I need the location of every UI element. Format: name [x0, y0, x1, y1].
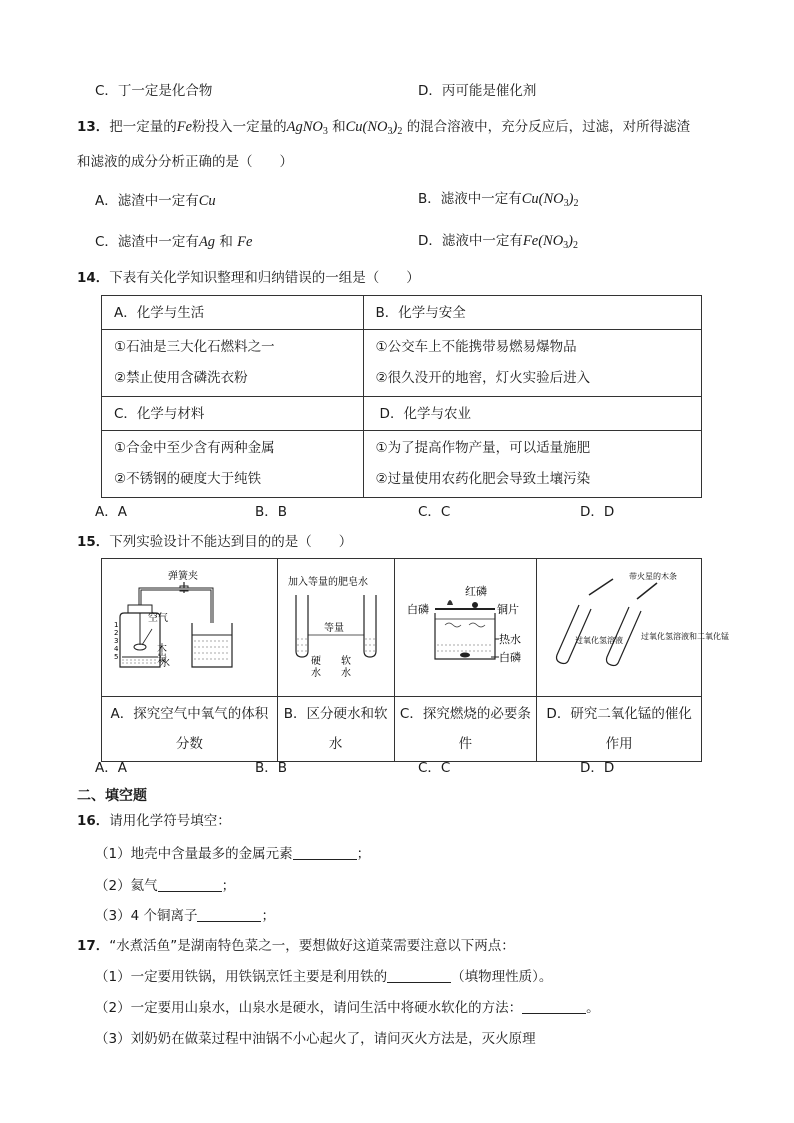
label-soap-water: 加入等量的肥皂水 [287, 577, 368, 588]
q16-item-1 [95, 844, 370, 864]
label-glowing-splint: 带火星的木条 [629, 572, 678, 581]
item-text: ； [356, 846, 371, 862]
caption-a: A．探究空气中氧气的体积分数 [102, 697, 278, 762]
figure-cell [537, 559, 730, 697]
cell-line: ②不锈钢的硬度大于纯铁 [114, 471, 262, 487]
formula-text: ) [568, 191, 574, 207]
option-text: B．滤液中一定有 [418, 191, 522, 207]
q17-text: “水煮活鱼”是湖南特色菜之一，要想做好这道菜需要注意以下两点： [109, 938, 515, 954]
label-white-phosphorus-2: 白磷 [498, 651, 521, 664]
label-air: 空气 [148, 613, 168, 624]
cell-line: ①为了提高作物产量，可以适量施肥 [375, 440, 591, 456]
item-text: （1）地壳中含量最多的金属元素 [95, 846, 293, 862]
item-text: ； [221, 878, 236, 894]
cell-line: ①合金中至少含有两种金属 [114, 440, 275, 456]
item-text: （3）4 个铜离子 [95, 908, 198, 924]
q16-text: 请用化学符号填空： [109, 813, 231, 829]
formula-ag: Ag [198, 234, 216, 250]
item-text: （2）氦气 [95, 878, 158, 894]
test-tube-hard [296, 595, 308, 657]
answer-blank[interactable] [158, 877, 222, 892]
q16-item-2 [95, 876, 235, 896]
label-equal: 等量 [323, 623, 344, 634]
label-copper-sheet: 铜片 [496, 603, 519, 616]
label-soft-water: 软水 [338, 655, 350, 679]
q17-item-1 [95, 967, 552, 987]
subscript: 2 [573, 198, 579, 209]
figure-d-catalyst [537, 559, 730, 685]
cell-line: ②很久没开的地窖，灯火实验后进入 [375, 370, 591, 386]
caption-b: B．区分硬水和软水 [277, 697, 394, 762]
item-text: （2）一定要用山泉水，山泉水是硬水，请问生活中将硬水软化的方法： [95, 1000, 523, 1016]
formula-agno3 [287, 119, 328, 135]
label-h2o2: 过氧化氢溶液 [575, 636, 624, 645]
tick-label: 4 [114, 645, 119, 653]
label-h2o2-mno2: 过氧化氢溶液和二氧化锰 [641, 632, 730, 641]
q14-number: 14． [77, 270, 110, 286]
subscript: 2 [573, 240, 579, 251]
answer-blank[interactable] [197, 907, 261, 922]
formula-text: Cu(NO [345, 119, 388, 135]
beaker-water-hatch [194, 641, 230, 659]
formula-cuno3-2 [346, 119, 403, 135]
q17-item-3: （3）刘奶奶在做菜过程中油锅不小心起火了，请问灭火方法是，灭火原理 [95, 1031, 536, 1047]
beaker [192, 623, 232, 667]
q16-number: 16． [77, 813, 110, 829]
figure-c-combustion [395, 559, 536, 685]
item-text: （填物理性质）。 [451, 969, 553, 985]
option-text: C．滤渣中一定有 [95, 234, 199, 250]
q13-text: 的混合溶液中，充分反应后，过滤，对所得滤渣 [406, 119, 691, 135]
caption-d: D．研究二氧化锰的催化作用 [537, 697, 702, 762]
q15-answer-d: D．D [580, 760, 615, 776]
answer-blank[interactable] [522, 999, 586, 1014]
subscript: 3 [563, 240, 569, 251]
tick-label: 1 [114, 621, 119, 629]
q13-stem-line1 [77, 117, 690, 142]
q17-number: 17． [77, 938, 110, 954]
label-white-phosphorus: 白磷 [406, 603, 429, 616]
item-text: 。 [586, 1000, 600, 1016]
label-red-phosphorus: 红磷 [464, 585, 487, 598]
q15-answer-b: B．B [255, 760, 288, 776]
q13-stem-line2: 和滤液的成分分析正确的是（ ） [77, 154, 293, 170]
table-cell: C．化学与材料 [102, 397, 364, 431]
q13-option-d [418, 231, 578, 256]
tick-label: 5 [114, 653, 119, 661]
q13-number: 13． [77, 119, 110, 135]
q14-stem [77, 268, 420, 288]
formula-text: ) [392, 119, 398, 135]
splint-1 [589, 579, 613, 595]
cell-line: ②过量使用农药化肥会导致土壤污染 [375, 471, 591, 487]
formula-fe: Fe [237, 234, 253, 250]
tick-label: 2 [114, 629, 119, 637]
q14-answer-d: D．D [580, 504, 615, 520]
subscript: 3 [563, 198, 569, 209]
q13-text: 和 [332, 119, 346, 135]
q14-answer-c: C．C [418, 504, 451, 520]
label-charcoal: 木炭 [154, 643, 166, 663]
label-hard-water: 硬水 [308, 655, 320, 679]
item-text: ； [261, 908, 275, 924]
q13-option-b [418, 189, 579, 214]
subscript: 3 [322, 126, 328, 137]
formula-text: ) [568, 233, 574, 249]
liquid-hatch [297, 639, 375, 651]
table-cell: D．化学与农业 [363, 397, 701, 431]
figure-a-oxygen-volume [102, 559, 276, 685]
q15-text: 下列实验设计不能达到目的的是（ ） [109, 534, 353, 550]
q13-text: 粉投入一定量的 [192, 119, 287, 135]
q13-text: 把一定量的 [109, 119, 177, 135]
q12-option-d: D．丙可能是催化剂 [418, 83, 537, 99]
splint-2 [637, 583, 657, 599]
q15-answer-a: A．A [95, 760, 127, 776]
q12-option-c: C．丁一定是化合物 [95, 83, 213, 99]
section-heading-fill-blank: 二、填空题 [77, 788, 147, 804]
subscript: 3 [387, 126, 393, 137]
label-leader [142, 629, 152, 645]
formula-text: AgNO [286, 119, 323, 135]
cell-line: ①公交车上不能携带易燃易爆物品 [375, 339, 577, 355]
water-hatch-c [437, 645, 493, 651]
stopper [128, 605, 152, 613]
q14-knowledge-table [101, 295, 702, 498]
item-text: （1）一定要用铁锅，用铁锅烹饪主要是利用铁的 [95, 969, 388, 985]
label-water: 水 [160, 658, 170, 669]
q16-item-3 [95, 906, 275, 926]
q14-answer-a: A．A [95, 504, 127, 520]
beaker-c [435, 613, 495, 659]
q14-answer-b: B．B [255, 504, 288, 520]
cell-line: ①石油是三大化石燃料之一 [114, 339, 275, 355]
formula-cuno3-2 [522, 191, 579, 207]
table-cell: A．化学与生活 [102, 296, 364, 330]
table-cell [102, 330, 364, 397]
table-cell [363, 330, 701, 397]
red-phosphorus [472, 602, 478, 608]
formula-cu: Cu [198, 193, 216, 209]
q15-number: 15． [77, 534, 110, 550]
figure-b-hard-soft-water [278, 559, 393, 685]
table-cell [102, 431, 364, 498]
white-phosphorus-underwater [460, 653, 470, 658]
label-clamp: 弹簧夹 [168, 571, 198, 582]
q14-text: 下表有关化学知识整理和归纳错误的一组是（ ） [109, 270, 420, 286]
caption-c: C．探究燃烧的必要条件 [394, 697, 537, 762]
q15-experiment-table [101, 558, 730, 762]
q16-stem [77, 811, 231, 831]
option-text: A．滤渣中一定有 [95, 193, 199, 209]
subscript: 2 [397, 126, 403, 137]
flame-icon [447, 600, 453, 605]
q15-answer-c: C．C [418, 760, 451, 776]
scale-ticks [114, 621, 119, 661]
answer-blank[interactable] [293, 845, 357, 860]
tick-label: 3 [114, 637, 119, 645]
formula-fe: Fe [176, 119, 193, 135]
test-tube-soft [364, 595, 376, 657]
q13-option-a [95, 191, 216, 211]
table-cell: B．化学与安全 [363, 296, 701, 330]
water-hatch [122, 660, 158, 663]
option-text: 和 [219, 234, 233, 250]
formula-text: Fe(NO [522, 233, 564, 249]
figure-cell [277, 559, 394, 697]
q15-stem [77, 532, 352, 552]
q13-option-c [95, 232, 252, 252]
table-cell [363, 431, 701, 498]
formula-text: Cu(NO [521, 191, 564, 207]
answer-blank[interactable] [387, 968, 451, 983]
test-tube-h2o2 [557, 605, 592, 664]
steam-icon [445, 623, 485, 627]
q17-item-2 [95, 998, 600, 1018]
q17-stem [77, 936, 515, 956]
formula-feno3-2 [523, 233, 578, 249]
figure-cell [102, 559, 278, 697]
cell-line: ②禁止使用含磷洗衣粉 [114, 370, 248, 386]
figure-cell [394, 559, 537, 697]
option-text: D．滤液中一定有 [418, 233, 523, 249]
label-hot-water: 热水 [498, 633, 521, 646]
